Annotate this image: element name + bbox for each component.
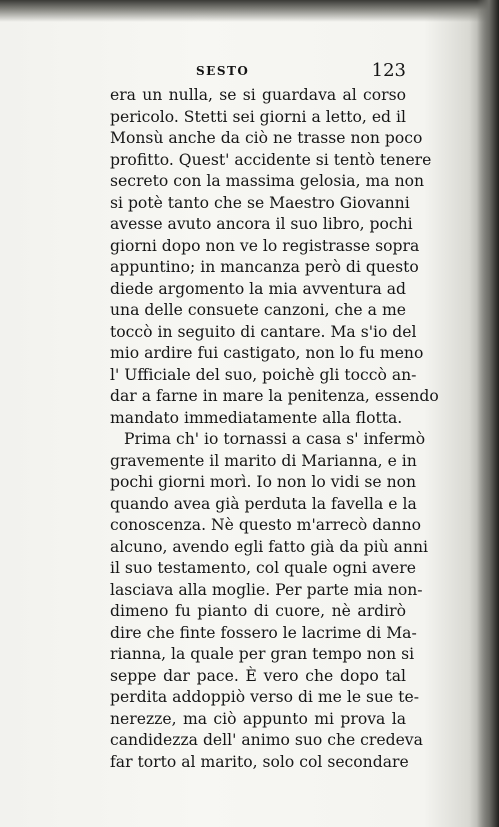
scan-top-shadow <box>0 0 499 22</box>
text-line: lasciava alla moglie. Per parte mia non- <box>110 580 423 599</box>
text-line: secreto con la massima gelosia, ma non <box>110 172 425 190</box>
text-line: giorni dopo non ve lo registrasse sopra <box>110 236 420 255</box>
text-line: diede argomento la mia avventura ad <box>110 279 406 298</box>
text-line: Monsù anche da ciò ne trasse non poco <box>110 129 423 147</box>
text-line: seppe dar pace. È vero che dopo tal <box>110 666 406 685</box>
text-line: appuntino; in mancanza però di questo <box>110 258 419 276</box>
text-line: l' Ufficiale del suo, poichè gli toccò an- <box>110 365 417 384</box>
text-line: dimeno fu pianto di cuore, nè ardirò <box>110 602 406 620</box>
text-line: mio ardire fui castigato, non lo fu meno <box>110 344 424 362</box>
text-line: gravemente il marito di Marianna, e in <box>110 451 417 470</box>
text-line: far torto al marito, solo col secondare <box>110 752 409 771</box>
text-line: alcuno, avendo egli fatto già da più anni <box>110 537 428 556</box>
text-line: una delle consuete canzoni, che a me <box>110 301 406 319</box>
text-line: era un nulla, se si guardava al corso <box>110 86 406 104</box>
text-line: Prima ch' io tornassi a casa s' infermò <box>124 430 426 448</box>
text-line: pericolo. Stetti sei giorni a letto, ed il <box>110 107 406 126</box>
text-line: toccò in seguito di cantare. Ma s'io del <box>110 322 417 341</box>
text-line: perdita addoppiò verso di me le sue te- <box>110 688 420 706</box>
paragraph <box>110 429 428 773</box>
text-line: candidezza dell' animo suo che credeva <box>110 731 423 749</box>
text-line: il suo testamento, col quale ogni avere <box>110 559 416 577</box>
text-line: avesse avuto ancora il suo libro, pochi <box>110 215 413 233</box>
text-line: conoscenza. Nè questo m'arrecò danno <box>110 516 422 534</box>
page-number: 123 <box>371 60 406 81</box>
text-line: rianna, la quale per gran tempo non si <box>110 645 415 663</box>
text-line: mandato immediatamente alla flotta. <box>110 408 403 427</box>
page-header <box>110 60 406 84</box>
text-line: profitto. Quest' accidente si tentò tenere <box>110 150 432 169</box>
body-text <box>110 85 439 773</box>
text-line: nerezze, ma ciò appunto mi prova la <box>110 709 406 728</box>
page-binding-edge <box>477 0 499 827</box>
text-line: dar a farne in mare la penitenza, essendo <box>110 387 439 405</box>
running-title: SESTO <box>196 64 250 78</box>
paragraph <box>110 85 439 429</box>
text-line: dire che finte fossero le lacrime di Ma- <box>110 623 417 642</box>
text-line: pochi giorni morì. Io non lo vidi se non <box>110 473 417 491</box>
text-line: si potè tanto che se Maestro Giovanni <box>110 193 410 212</box>
text-line: quando avea già perduta la favella e la <box>110 494 417 513</box>
